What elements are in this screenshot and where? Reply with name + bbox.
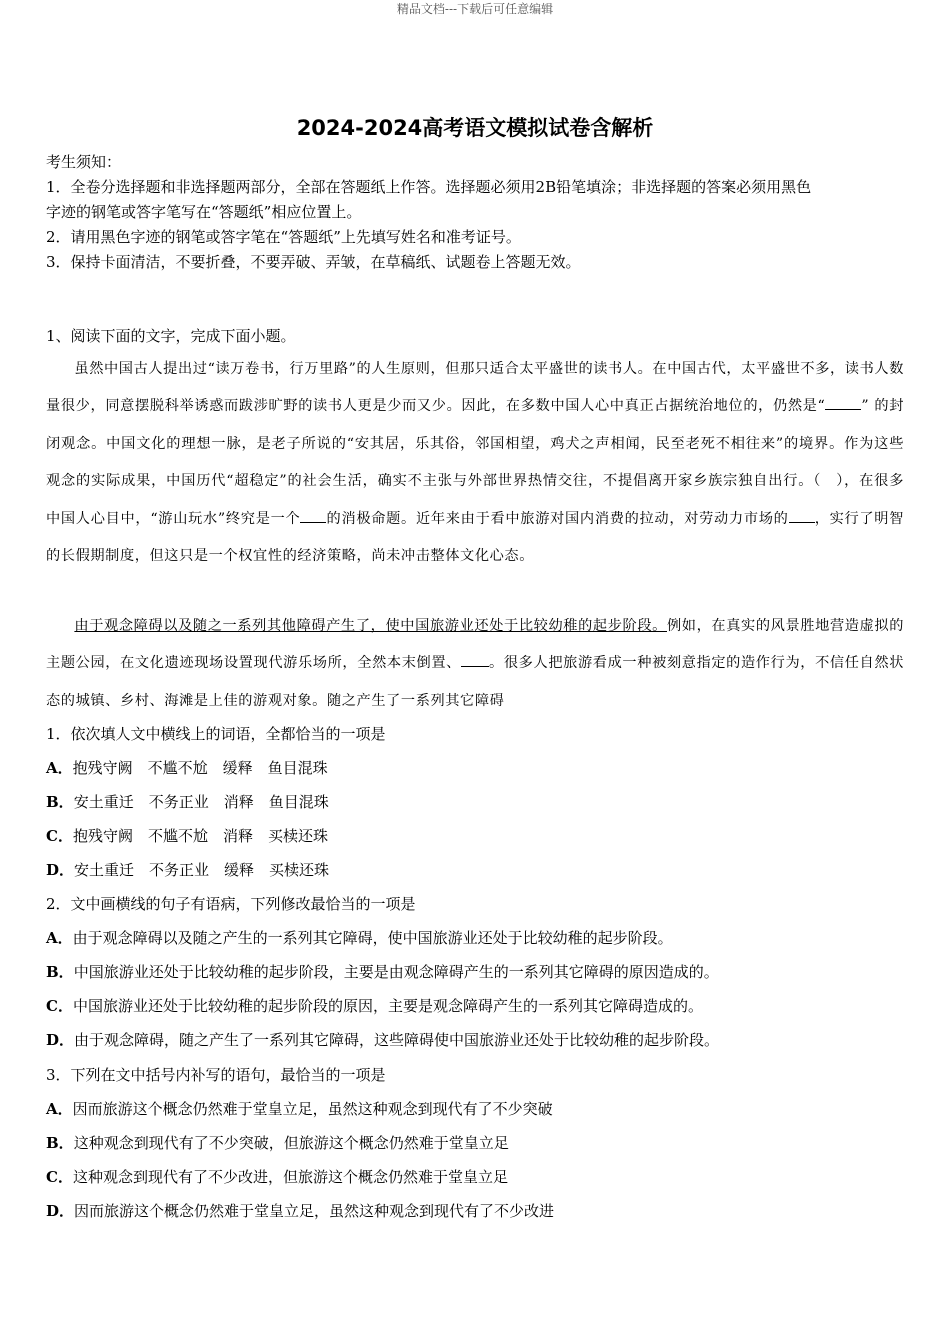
notice-item: 2．请用黑色字迹的钢笔或答字笔在“答题纸”上先填写姓名和准考证号。 — [46, 228, 521, 246]
fill-blank-4 — [461, 652, 489, 667]
option — [46, 790, 904, 814]
option-label: B． — [46, 963, 74, 981]
page-header: 精品文档---下载后可任意编辑 — [396, 2, 554, 16]
option-text: 由于观念障碍以及随之产生的一系列其它障碍，使中国旅游业还处于比较幼稚的起步阶段。 — [72, 929, 673, 947]
section-intro: 1、阅读下面的文字，完成下面小题。 — [46, 327, 296, 345]
p2-text-b: 。很多人把旅游看成一种被刻意指定的造作行为，不信任自然状态的城镇、乡村、海滩是上佳的游观对象。随之产生了一系列其它障碍 — [46, 655, 904, 709]
option-text: 安土重迁 不务正业 缓释 买椟还珠 — [74, 861, 330, 879]
notice-item: 1．全卷分选择题和非选择题两部分，全部在答题纸上作答。选择题必须用2B铅笔填涂；非选择题的答案必须用黑色 — [46, 178, 812, 196]
option-text: 由于观念障碍，随之产生了一系列其它障碍，这些障碍使中国旅游业还处于比较幼稚的起步阶段。 — [74, 1031, 720, 1049]
option — [46, 756, 904, 780]
option-text: 中国旅游业还处于比较幼稚的起步阶段，主要是由观念障碍产生的一系列其它障碍的原因造成的。 — [73, 963, 719, 981]
fill-blank-1 — [825, 395, 861, 410]
option-label: C． — [46, 1168, 73, 1186]
fill-blank-2 — [300, 508, 326, 523]
fill-blank-3 — [789, 508, 815, 523]
option-label: B． — [46, 1134, 74, 1152]
option — [46, 858, 904, 882]
option-label: D． — [46, 1031, 75, 1049]
option-text: 抱残守阙 不尴不尬 消释 买椟还珠 — [72, 827, 328, 845]
option — [46, 1165, 904, 1189]
notice-heading: 考生须知： — [46, 153, 122, 171]
question-stem: 3．下列在文中括号内补写的语句，最恰当的一项是 — [46, 1066, 386, 1084]
option — [46, 994, 904, 1018]
question-stem: 1．依次填人文中横线上的词语，全都恰当的一项是 — [46, 725, 386, 743]
option-label: D． — [46, 1202, 75, 1220]
option-label: A． — [46, 759, 73, 777]
question-stem: 2．文中画横线的句子有语病，下列修改最恰当的一项是 — [46, 895, 416, 913]
p1-text-d: ，实行了明智的长假期制度，但这只是一个权宜性的经济策略，尚未冲击整体文化心态。 — [46, 510, 905, 565]
notice-item: 字迹的钢笔或答字笔写在“答题纸”相应位置上。 — [46, 203, 362, 221]
option-text: 中国旅游业还处于比较幼稚的起步阶段的原因，主要是观念障碍产生的一系列其它障碍造成的。 — [72, 997, 703, 1015]
reading-paragraph-2 — [46, 608, 904, 720]
option-label: A． — [46, 1100, 73, 1118]
option — [46, 1199, 904, 1223]
p1-text-b: ” 的封闭观念。中国文化的理想一脉，是老子所说的“安其居，乐其俗，邻国相望，鸡犬之声相闻，民至老死不相往来”的境界。作为这些观念的实际成果，中国历代“超稳定”的社会生活，确实不主张与外部世界热情交往，不提倡离开家乡族宗独自出行。（ ），在很多中国人心目中，“游山玩水”终究是一个 — [46, 398, 904, 527]
option — [46, 1097, 904, 1121]
option-text: 这种观念到现代有了不少改进，但旅游这个概念仍然难于堂皇立足 — [72, 1168, 508, 1186]
option-label: B． — [46, 793, 74, 811]
option-text: 抱残守阙 不尴不尬 缓释 鱼目混珠 — [72, 759, 328, 777]
option-text: 这种观念到现代有了不少突破，但旅游这个概念仍然难于堂皇立足 — [73, 1134, 509, 1152]
option — [46, 960, 904, 984]
option-text: 安土重迁 不务正业 消释 鱼目混珠 — [73, 793, 329, 811]
notice-item: 3．保持卡面清洁，不要折叠，不要弄破、弄皱，在草稿纸、试题卷上答题无效。 — [46, 253, 581, 271]
option-text: 因而旅游这个概念仍然难于堂皇立足，虽然这种观念到现代有了不少改进 — [74, 1202, 555, 1220]
option — [46, 1028, 904, 1052]
underlined-sentence: 由于观念障碍以及随之一系列其他障碍产生了，使中国旅游业还处于比较幼稚的起步阶段。 — [74, 618, 667, 634]
option-text: 因而旅游这个概念仍然难于堂皇立足，虽然这种观念到现代有了不少突破 — [72, 1100, 553, 1118]
reading-paragraph-1 — [46, 351, 904, 575]
option — [46, 1131, 904, 1155]
option-label: D． — [46, 861, 75, 879]
option-label: C． — [46, 997, 73, 1015]
option-label: A． — [46, 929, 73, 947]
p2-text-a: 例如，在真实的风景胜地营造虚拟的主题公园，在文化遗迹现场设置现代游乐场所，全然本末倒置、 — [46, 618, 904, 672]
option — [46, 926, 904, 950]
document-title: 2024-2024高考语文模拟试卷含解析 — [296, 116, 654, 140]
option — [46, 824, 904, 848]
option-label: C． — [46, 827, 73, 845]
p1-text-c: 的消极命题。近年来由于看中旅游对国内消费的拉动，对劳动力市场的 — [326, 510, 789, 527]
p1-text-a: 虽然中国古人提出过“读万卷书，行万里路”的人生原则，但那只适合太平盛世的读书人。在中国古代，太平盛世不多，读书人数量很少，同意摆脱科举诱惑而跋涉旷野的读书人更是少而又少。因此，在多数中国人心中真正占据统治地位的，仍然是“ — [46, 361, 904, 415]
